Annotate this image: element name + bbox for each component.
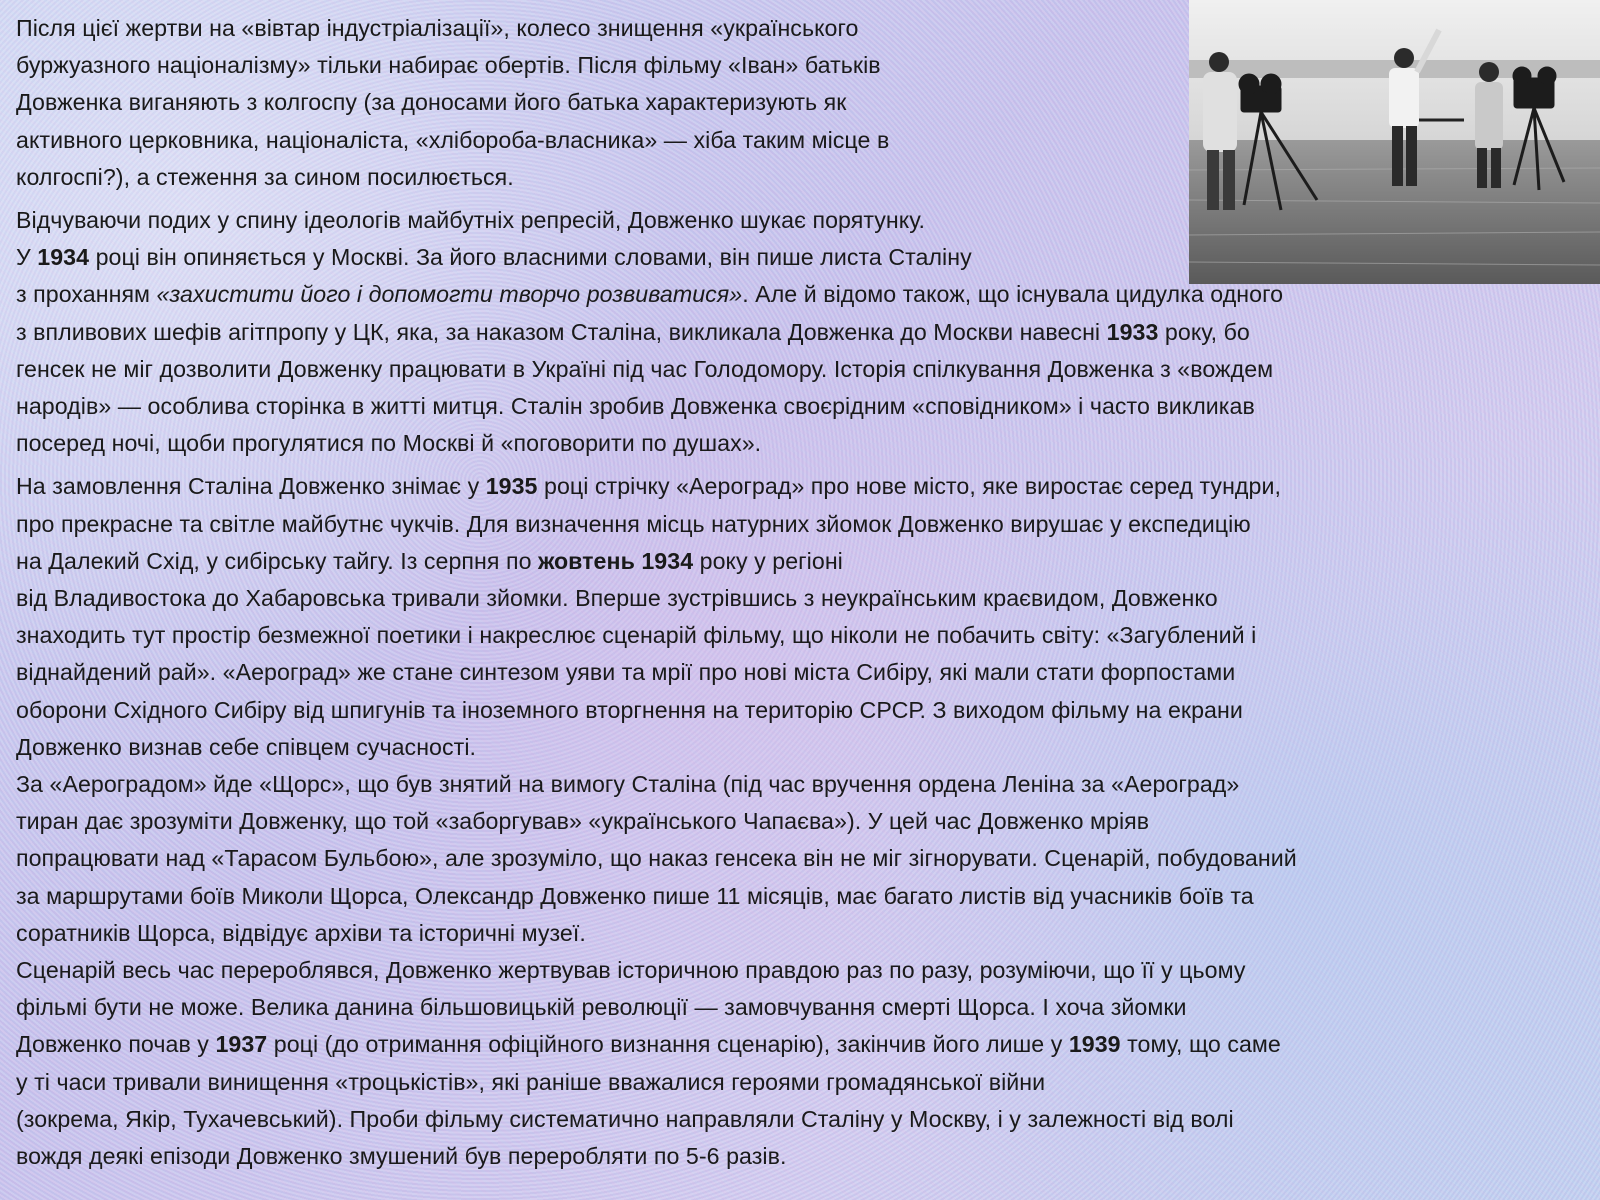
- text-line: [16, 356, 1273, 382]
- text-run: році він опиняється у Москві. За його власними словами, він пише листа Сталіну: [89, 244, 972, 271]
- text-line: [16, 920, 586, 946]
- text-line: [16, 1031, 1281, 1057]
- text-run: Довженко почав у: [16, 1031, 216, 1058]
- text-run: За «Аероградом» йде «Щорс», що був знятий на вимогу Сталіна (під час вручення ордена Леніна за «Аероград»: [16, 771, 1240, 798]
- text-run: активного церковника, націоналіста, «хлібороба-власника» — хіба таким місце в: [16, 126, 890, 153]
- text-line: [16, 697, 1243, 723]
- text-run: року, бо: [1158, 318, 1250, 345]
- text-line: [16, 1106, 1234, 1132]
- text-line: [16, 659, 1235, 685]
- article-text: [16, 10, 1586, 1175]
- paragraph-3: [16, 468, 1586, 1175]
- text-run: з проханням: [16, 281, 157, 308]
- text-run: буржуазного націоналізму» тільки набирає обертів. Після фільму «Іван» батьків: [16, 52, 881, 79]
- text-line: [16, 622, 1256, 648]
- text-line: [16, 511, 1251, 537]
- text-line: [16, 548, 843, 574]
- text-run: на Далекий Схід, у сибірську тайгу. Із серпня по: [16, 547, 539, 574]
- text-run: посеред ночі, щоби прогулятися по Москві й «поговорити по душах».: [16, 430, 762, 457]
- text-line: [16, 883, 1254, 909]
- text-line: [16, 430, 761, 456]
- paragraph-2: [16, 202, 1586, 462]
- text-line: [16, 473, 1281, 499]
- text-line: [16, 89, 846, 115]
- text-line: [16, 319, 1250, 345]
- bold-text: 1935: [485, 473, 538, 500]
- text-run: (зокрема, Якір, Тухачевський). Проби фільму систематично направляли Сталіну у Москву, і у залежності від волі: [16, 1105, 1234, 1132]
- text-run: Відчуваючи подих у спину ідеологів майбутніх репресій, Довженко шукає порятунку.: [16, 207, 926, 234]
- text-line: [16, 585, 1218, 611]
- text-run: народів» — особлива сторінка в житті митця. Сталін зробив Довженка своєрідним «сповідником» і часто викликав: [16, 393, 1255, 420]
- text-run: за маршрутами боїв Миколи Щорса, Олександр Довженко пише 11 місяців, має багато листів від учасників боїв та: [16, 882, 1254, 909]
- text-line: [16, 207, 925, 233]
- text-run: тиран дає зрозуміти Довженку, що той «заборгував» «українського Чапаєва»). У цей час Довженко мріяв: [16, 808, 1150, 835]
- text-run: з впливових шефів агітпропу у ЦК, яка, за наказом Сталіна, викликала Довженка до Москви навесні: [16, 318, 1107, 345]
- text-run: Довженко визнав себе співцем сучасності.: [16, 733, 477, 760]
- text-line: [16, 127, 889, 153]
- text-run: Довженка виганяють з колгоспу (за доносами його батька характеризують як: [16, 89, 847, 116]
- text-run: вождя деякі епізоди Довженко змушений був переробляти по 5-6 разів.: [16, 1143, 787, 1170]
- text-run: оборони Східного Сибіру від шпигунів та іноземного вторгнення на територію СРСР. З виходом фільму на екрани: [16, 696, 1243, 723]
- text-line: [16, 734, 476, 760]
- text-run: про прекрасне та світле майбутнє чукчів. Для визначення місць натурних зйомок Довженко вирушає у експедицію: [16, 510, 1251, 537]
- text-run: року у регіоні: [693, 547, 843, 574]
- text-run: році (до отримання офіційного визнання сценарію), закінчив його лише у: [267, 1031, 1069, 1058]
- text-line: [16, 244, 972, 270]
- text-run: фільмі бути не може. Велика данина більшовицькій революції — замовчування смерті Щорса. І хоча зйомки: [16, 994, 1187, 1021]
- text-run: у ті часи тривали винищення «троцькістів», які раніше вважалися героями громадянської війни: [16, 1068, 1046, 1095]
- text-run: попрацювати над «Тарасом Бульбою», але зрозуміло, що наказ генсека він не міг зігнорувати. Сценарій, побудований: [16, 845, 1297, 872]
- bold-text: 1933: [1106, 318, 1159, 345]
- bold-text: 1939: [1068, 1031, 1121, 1058]
- text-line: [16, 281, 1283, 307]
- text-run: соратників Щорса, відвідує архіви та історичні музеї.: [16, 919, 586, 946]
- text-run: знаходить тут простір безмежної поетики і накреслює сценарій фільму, що ніколи не побачить світу: «Загублений і: [16, 622, 1257, 649]
- text-run: На замовлення Сталіна Довженко знімає у: [16, 473, 486, 500]
- text-line: [16, 15, 858, 41]
- text-run: У: [16, 244, 38, 271]
- text-run: . Але й відомо також, що існувала цидулка одного: [742, 281, 1284, 308]
- text-line: [16, 52, 881, 78]
- text-run: році стрічку «Аероград» про нове місто, яке виростає серед тундри,: [537, 473, 1281, 500]
- text-run: колгоспі?), а стеження за сином посилюється.: [16, 163, 514, 190]
- text-run: Сценарій весь час перероблявся, Довженко жертвував історичною правдою раз по разу, розуміючи, що її у цьому: [16, 957, 1246, 984]
- text-run: генсек не міг дозволити Довженку працювати в Україні під час Голодомору. Історія спілкування Довженка з «вождем: [16, 355, 1274, 382]
- text-line: [16, 771, 1239, 797]
- text-run: тому, що саме: [1120, 1031, 1281, 1058]
- text-run: віднайдений рай». «Аероград» же стане синтезом уяви та мрії про нові міста Сибіру, які мали стати форпостами: [16, 659, 1236, 686]
- text-line: [16, 957, 1245, 983]
- text-run: Після цієї жертви на «вівтар індустріалізації», колесо знищення «українського: [16, 15, 859, 41]
- italic-quote: «захистити його і допомогти творчо розвиватися»: [156, 281, 743, 308]
- text-line: [16, 1069, 1045, 1095]
- text-line: [16, 164, 514, 190]
- bold-text: 1937: [215, 1031, 268, 1058]
- text-line: [16, 994, 1187, 1020]
- text-line: [16, 393, 1255, 419]
- bold-text: жовтень 1934: [538, 547, 694, 574]
- text-line: [16, 808, 1149, 834]
- paragraph-1: [16, 10, 1181, 196]
- bold-text: 1934: [37, 244, 90, 271]
- text-line: [16, 1143, 786, 1169]
- text-line: [16, 845, 1297, 871]
- text-run: від Владивостока до Хабаровська тривали зйомки. Вперше зустрівшись з неукраїнським краєвидом, Довженко: [16, 585, 1218, 612]
